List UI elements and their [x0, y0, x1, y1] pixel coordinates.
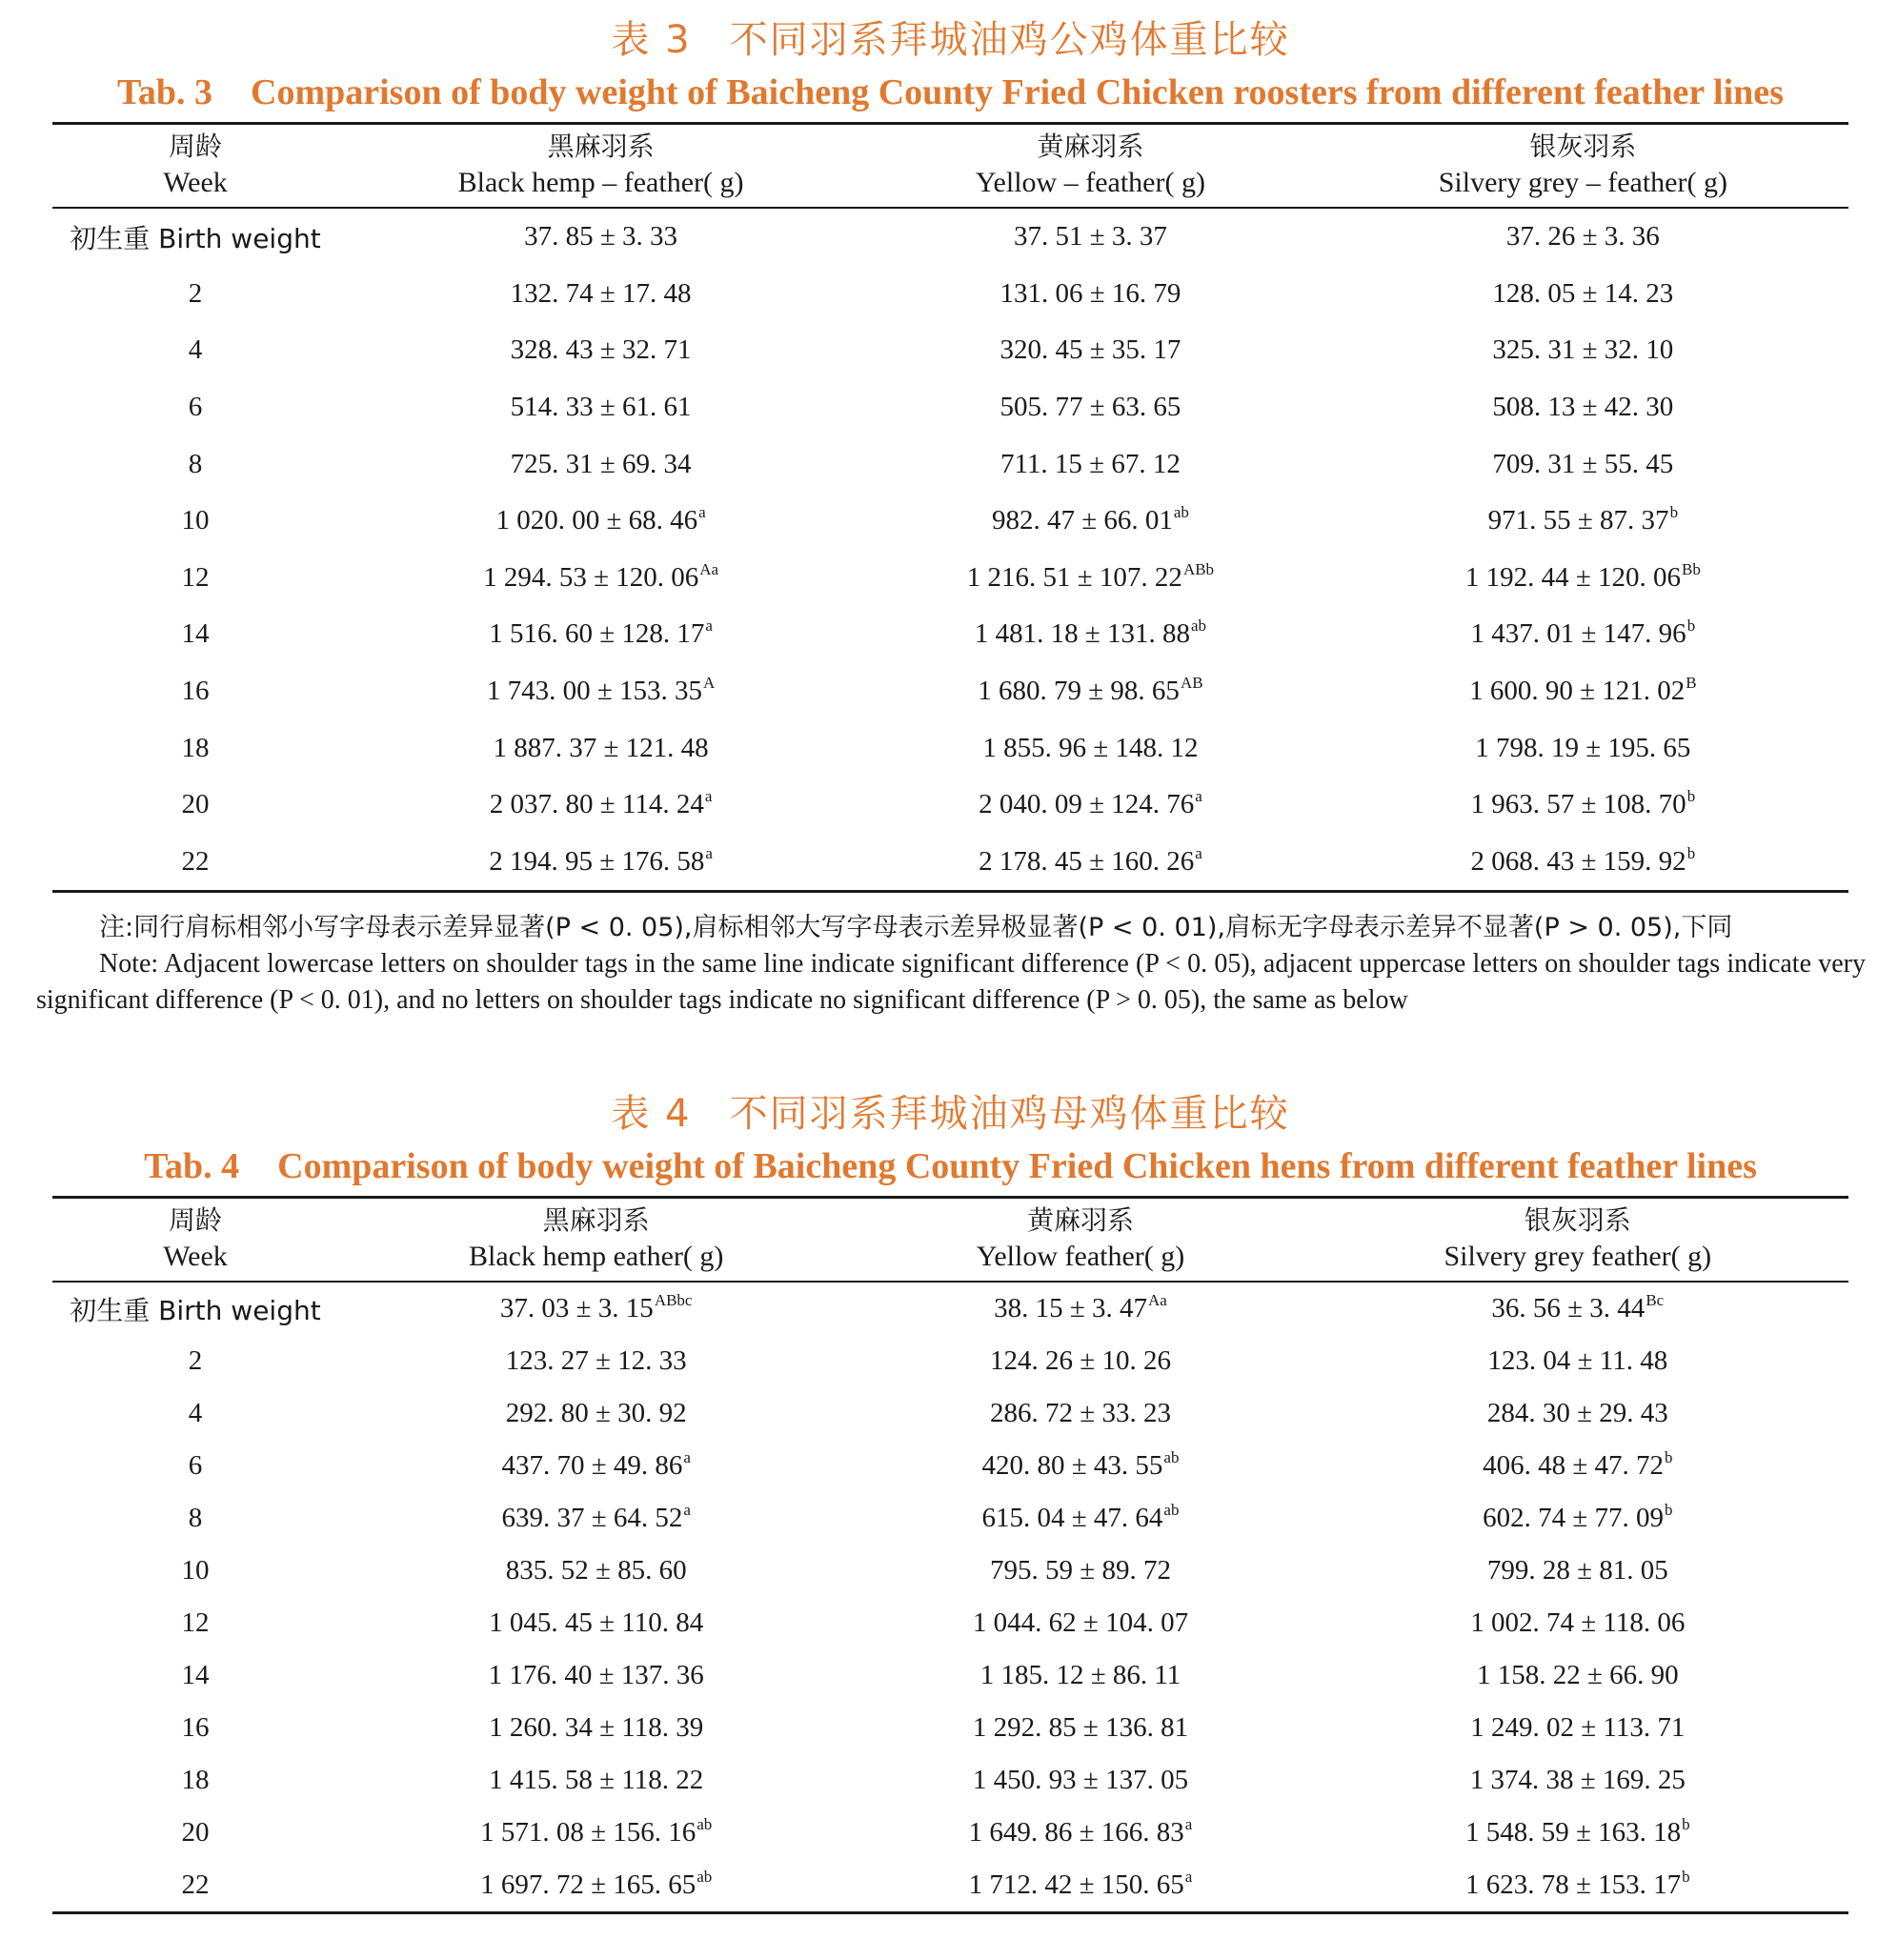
note-zh: 注:同行肩标相邻小写字母表示差异显著(P < 0. 05),肩标相邻大写字母表示差异极显著(P < 0. 01),肩标无字母表示差异不显著(P > 0. 05),下同 [99, 913, 1733, 942]
mean-sd-value: 602. 74 ± 77. 09 [1483, 1503, 1665, 1533]
week-label: 20 [181, 1817, 210, 1848]
value-cell [338, 550, 863, 607]
week-cell [52, 1492, 338, 1545]
table-row [52, 322, 1848, 379]
week-label: 6 [188, 1450, 203, 1481]
significance-superscript: b [1682, 1815, 1690, 1833]
week-label: 12 [181, 1607, 210, 1638]
value-cell [338, 1597, 854, 1649]
table-3-number-en: Tab. 3 [117, 72, 213, 112]
mean-sd-value: 37. 85 ± 3. 33 [524, 221, 678, 253]
table-row [52, 777, 1848, 834]
value-cell [338, 834, 863, 892]
value-cell [1318, 550, 1848, 607]
mean-sd-value: 406. 48 ± 47. 72 [1483, 1450, 1665, 1481]
mean-sd-value: 1 294. 53 ± 120. 06 [483, 561, 699, 593]
table-4-number-zh: 表 4 [611, 1092, 692, 1136]
value-cell [1307, 1335, 1848, 1387]
week-cell [52, 1807, 338, 1859]
table-3-caption-zh: 不同羽系拜城油鸡公鸡体重比较 [729, 18, 1290, 62]
header-en: Week [163, 167, 228, 198]
table-notes [36, 910, 1866, 1019]
table-row [52, 1859, 1848, 1913]
week-label: 2 [188, 1345, 203, 1376]
table-row [52, 1335, 1848, 1387]
week-cell [52, 1597, 338, 1649]
mean-sd-value: 982. 47 ± 66. 01 [991, 505, 1173, 536]
significance-superscript: Bc [1646, 1291, 1665, 1309]
week-cell [52, 606, 338, 663]
significance-superscript: b [1686, 616, 1696, 636]
week-label: 18 [181, 732, 210, 763]
note-en: Note: Adjacent lowercase letters on shoulder tags in the same line indicate significant difference (P < 0. 05), adjacent uppercase letters on shoulder tags indicate very significant difference (P < 0. 01), and no letters on shoulder tags indicate no significant difference (P > 0. 05), the same as below [36, 949, 1866, 1015]
week-label: 16 [181, 1712, 210, 1743]
mean-sd-value: 328. 43 ± 32. 71 [510, 334, 692, 366]
table-row [52, 1387, 1848, 1440]
header-en: Black hemp eather( g) [468, 1241, 724, 1272]
table-row [52, 663, 1848, 720]
value-cell [863, 322, 1318, 379]
table-3-block [52, 17, 1848, 893]
value-cell [1307, 1545, 1848, 1597]
value-cell [338, 1387, 854, 1440]
week-cell [52, 493, 338, 550]
significance-superscript: ab [1163, 1501, 1180, 1519]
significance-superscript: AB [1180, 674, 1203, 693]
table-4-body [52, 1282, 1848, 1913]
week-label: 4 [188, 334, 203, 366]
mean-sd-value: 1 743. 00 ± 153. 35 [486, 676, 703, 707]
value-cell [1318, 606, 1848, 663]
value-cell [863, 777, 1318, 834]
significance-superscript: A [703, 674, 716, 693]
table-row [52, 1282, 1848, 1335]
value-cell [1307, 1282, 1848, 1335]
header-en: Black hemp – feather( g) [457, 167, 744, 198]
week-cell [52, 208, 338, 266]
week-cell [52, 1440, 338, 1492]
mean-sd-value: 286. 72 ± 33. 23 [990, 1398, 1171, 1428]
week-label: 4 [188, 1398, 203, 1428]
significance-superscript: ABbc [654, 1291, 693, 1309]
table-row [52, 493, 1848, 550]
value-cell [1318, 208, 1848, 266]
mean-sd-value: 639. 37 ± 64. 52 [501, 1503, 683, 1533]
value-cell [1307, 1387, 1848, 1440]
value-cell [1307, 1702, 1848, 1754]
mean-sd-value: 2 178. 45 ± 160. 26 [979, 845, 1195, 877]
mean-sd-value: 1 516. 60 ± 128. 17 [489, 618, 705, 650]
table-row [52, 1754, 1848, 1807]
header-en: Yellow – feather( g) [975, 167, 1205, 198]
table-row [52, 1702, 1848, 1754]
week-label: 22 [181, 1869, 210, 1900]
mean-sd-value: 1 020. 00 ± 68. 46 [495, 505, 698, 536]
header-week [52, 124, 338, 209]
table-row [52, 1807, 1848, 1859]
mean-sd-value: 1 571. 08 ± 156. 16 [480, 1817, 697, 1848]
table-row [52, 1545, 1848, 1597]
mean-sd-value: 1 185. 12 ± 86. 11 [979, 1660, 1181, 1690]
week-label: 初生重 Birth weight [70, 1294, 321, 1326]
table-row [52, 1492, 1848, 1545]
mean-sd-value: 1 623. 78 ± 153. 17 [1464, 1869, 1682, 1900]
significance-superscript: b [1686, 843, 1696, 862]
mean-sd-value: 799. 28 ± 81. 05 [1486, 1555, 1668, 1586]
week-label: 10 [181, 505, 210, 536]
mean-sd-value: 37. 03 ± 3. 15 [499, 1293, 654, 1324]
week-cell [52, 379, 338, 436]
value-cell [1318, 266, 1848, 323]
mean-sd-value: 1 192. 44 ± 120. 06 [1464, 561, 1682, 593]
week-label: 2 [188, 277, 203, 309]
mean-sd-value: 1 437. 01 ± 147. 96 [1470, 618, 1686, 650]
value-cell [338, 719, 863, 777]
table-3-header-row [52, 124, 1848, 209]
table-row [52, 1440, 1848, 1492]
mean-sd-value: 1 450. 93 ± 137. 05 [972, 1765, 1189, 1795]
value-cell [338, 1545, 854, 1597]
header-zh: 黑麻羽系 [542, 1204, 650, 1236]
mean-sd-value: 1 697. 72 ± 165. 65 [480, 1869, 697, 1900]
significance-superscript: ab [1190, 616, 1207, 636]
value-cell [854, 1387, 1306, 1440]
value-cell [1318, 322, 1848, 379]
header-zh: 周龄 [168, 1204, 222, 1236]
value-cell [1318, 435, 1848, 493]
significance-superscript: ab [1163, 1448, 1180, 1466]
value-cell [338, 266, 863, 323]
header-silvery-grey [1307, 1198, 1848, 1283]
table-3-body [52, 208, 1848, 892]
value-cell [338, 1440, 854, 1492]
mean-sd-value: 1 712. 42 ± 150. 65 [968, 1869, 1184, 1900]
mean-sd-value: 795. 59 ± 89. 72 [990, 1555, 1171, 1586]
significance-superscript: ab [697, 1868, 713, 1886]
header-yellow [863, 124, 1318, 209]
significance-superscript: Aa [1148, 1291, 1167, 1309]
mean-sd-value: 1 002. 74 ± 118. 06 [1470, 1607, 1686, 1638]
header-en: Yellow feather( g) [976, 1241, 1185, 1272]
value-cell [863, 493, 1318, 550]
value-cell [854, 1807, 1306, 1859]
mean-sd-value: 508. 13 ± 42. 30 [1492, 392, 1674, 423]
header-week [52, 1198, 338, 1283]
week-cell [52, 1282, 338, 1335]
value-cell [854, 1649, 1306, 1702]
mean-sd-value: 711. 15 ± 67. 12 [1000, 448, 1181, 479]
mean-sd-value: 1 798. 19 ± 195. 65 [1475, 732, 1691, 763]
mean-sd-value: 1 481. 18 ± 131. 88 [974, 618, 1190, 650]
header-zh: 黄麻羽系 [1037, 131, 1144, 162]
value-cell [854, 1754, 1306, 1807]
mean-sd-value: 709. 31 ± 55. 45 [1492, 448, 1674, 479]
week-cell [52, 1649, 338, 1702]
mean-sd-value: 1 176. 40 ± 137. 36 [488, 1660, 704, 1690]
week-cell [52, 435, 338, 493]
header-en: Silvery grey – feather( g) [1438, 167, 1727, 198]
table-4-header [52, 1198, 1848, 1283]
table-4-caption-en: Comparison of body weight of Baicheng County Fried Chicken hens from different feather lines [277, 1146, 1757, 1186]
value-cell [338, 777, 863, 834]
mean-sd-value: 420. 80 ± 43. 55 [981, 1450, 1163, 1481]
value-cell [338, 1649, 854, 1702]
week-label: 14 [181, 1660, 210, 1690]
week-cell [52, 1754, 338, 1807]
value-cell [1318, 777, 1848, 834]
table-row [52, 550, 1848, 607]
mean-sd-value: 124. 26 ± 10. 26 [990, 1345, 1171, 1376]
mean-sd-value: 1 045. 45 ± 110. 84 [489, 1607, 704, 1638]
significance-superscript: Bb [1682, 559, 1701, 578]
mean-sd-value: 1 855. 96 ± 148. 12 [982, 732, 1199, 763]
value-cell [1307, 1807, 1848, 1859]
mean-sd-value: 132. 74 ± 17. 48 [510, 277, 692, 309]
header-zh: 银灰羽系 [1524, 1204, 1631, 1236]
value-cell [338, 1282, 854, 1335]
significance-superscript: b [1665, 1448, 1673, 1466]
significance-superscript: a [683, 1501, 691, 1519]
significance-superscript: a [705, 616, 713, 636]
mean-sd-value: 37. 51 ± 3. 37 [1013, 221, 1167, 253]
header-zh: 周龄 [168, 131, 222, 162]
value-cell [854, 1492, 1306, 1545]
mean-sd-value: 128. 05 ± 14. 23 [1492, 277, 1674, 309]
value-cell [863, 435, 1318, 493]
value-cell [338, 379, 863, 436]
week-label: 10 [181, 1555, 210, 1586]
header-zh: 黄麻羽系 [1026, 1204, 1134, 1236]
table-4 [52, 1196, 1848, 1914]
value-cell [1318, 719, 1848, 777]
table-4-header-row [52, 1198, 1848, 1283]
mean-sd-value: 2 037. 80 ± 114. 24 [489, 789, 704, 820]
table-row [52, 719, 1848, 777]
mean-sd-value: 1 963. 57 ± 108. 70 [1470, 789, 1686, 820]
week-cell [52, 1335, 338, 1387]
header-black-hemp [338, 1198, 854, 1283]
mean-sd-value: 131. 06 ± 16. 79 [999, 277, 1181, 309]
table-row [52, 606, 1848, 663]
value-cell [338, 1807, 854, 1859]
table-4-number-en: Tab. 4 [144, 1146, 240, 1186]
value-cell [1318, 834, 1848, 892]
mean-sd-value: 1 680. 79 ± 98. 65 [978, 676, 1180, 707]
value-cell [338, 322, 863, 379]
mean-sd-value: 1 374. 38 ± 169. 25 [1469, 1765, 1686, 1795]
significance-superscript: a [1184, 1868, 1193, 1886]
significance-superscript: ABb [1182, 559, 1215, 578]
header-en: Week [163, 1241, 228, 1272]
table-row [52, 266, 1848, 323]
week-cell [52, 1545, 338, 1597]
value-cell [338, 1492, 854, 1545]
week-cell [52, 1387, 338, 1440]
header-zh: 银灰羽系 [1529, 131, 1637, 162]
value-cell [1307, 1440, 1848, 1492]
table-4-title-zh [52, 1091, 1848, 1137]
value-cell [338, 493, 863, 550]
week-label: 14 [181, 618, 210, 650]
table-row [52, 379, 1848, 436]
significance-superscript: b [1686, 787, 1696, 806]
significance-superscript: b [1669, 503, 1679, 522]
value-cell [854, 1440, 1306, 1492]
mean-sd-value: 1 158. 22 ± 66. 90 [1476, 1660, 1679, 1690]
week-cell [52, 719, 338, 777]
value-cell [338, 663, 863, 720]
week-label: 8 [188, 1503, 203, 1533]
week-cell [52, 266, 338, 323]
value-cell [863, 379, 1318, 436]
week-label: 8 [188, 448, 203, 479]
value-cell [338, 435, 863, 493]
header-yellow [854, 1198, 1306, 1283]
mean-sd-value: 1 415. 58 ± 118. 22 [489, 1765, 704, 1795]
value-cell [854, 1545, 1306, 1597]
table-row [52, 1597, 1848, 1649]
significance-superscript: a [705, 843, 713, 862]
week-cell [52, 322, 338, 379]
value-cell [863, 834, 1318, 892]
table-row [52, 1649, 1848, 1702]
mean-sd-value: 36. 56 ± 3. 44 [1491, 1293, 1646, 1324]
mean-sd-value: 284. 30 ± 29. 43 [1486, 1398, 1668, 1428]
value-cell [338, 208, 863, 266]
value-cell [1318, 663, 1848, 720]
table-row [52, 834, 1848, 892]
mean-sd-value: 1 249. 02 ± 113. 71 [1470, 1712, 1686, 1743]
week-cell [52, 1859, 338, 1913]
mean-sd-value: 615. 04 ± 47. 64 [981, 1503, 1163, 1533]
value-cell [338, 1859, 854, 1913]
value-cell [338, 1754, 854, 1807]
significance-superscript: B [1686, 674, 1697, 693]
value-cell [1307, 1597, 1848, 1649]
value-cell [1307, 1492, 1848, 1545]
week-label: 20 [181, 789, 210, 820]
mean-sd-value: 1 292. 85 ± 136. 81 [972, 1712, 1189, 1743]
mean-sd-value: 38. 15 ± 3. 47 [994, 1293, 1148, 1324]
value-cell [863, 266, 1318, 323]
mean-sd-value: 292. 80 ± 30. 92 [505, 1398, 687, 1428]
table-3-header [52, 124, 1848, 209]
significance-superscript: a [1184, 1815, 1193, 1833]
table-4-block [52, 1091, 1848, 1914]
table-4-caption-zh: 不同羽系拜城油鸡母鸡体重比较 [729, 1092, 1290, 1136]
value-cell [854, 1702, 1306, 1754]
mean-sd-value: 37. 26 ± 3. 36 [1505, 221, 1660, 253]
table-3-caption-en: Comparison of body weight of Baicheng County Fried Chicken roosters from different feather lines [251, 72, 1784, 112]
value-cell [854, 1282, 1306, 1335]
mean-sd-value: 1 216. 51 ± 107. 22 [966, 561, 1182, 593]
significance-superscript: a [683, 1448, 691, 1466]
mean-sd-value: 505. 77 ± 63. 65 [999, 392, 1181, 423]
mean-sd-value: 2 040. 09 ± 124. 76 [979, 789, 1195, 820]
significance-superscript: Aa [699, 559, 719, 578]
mean-sd-value: 325. 31 ± 32. 10 [1492, 334, 1674, 366]
value-cell [854, 1859, 1306, 1913]
table-4-title-en [52, 1142, 1848, 1190]
week-label: 6 [188, 392, 203, 423]
value-cell [863, 663, 1318, 720]
week-cell [52, 663, 338, 720]
value-cell [854, 1335, 1306, 1387]
mean-sd-value: 2 068. 43 ± 159. 92 [1470, 845, 1686, 877]
table-3 [52, 122, 1848, 893]
mean-sd-value: 1 548. 59 ± 163. 18 [1464, 1817, 1682, 1848]
header-silvery-grey [1318, 124, 1848, 209]
table-3-title-zh [52, 17, 1848, 63]
significance-superscript: ab [697, 1815, 713, 1833]
mean-sd-value: 1 649. 86 ± 166. 83 [968, 1817, 1184, 1848]
value-cell [1307, 1649, 1848, 1702]
value-cell [338, 1702, 854, 1754]
week-cell [52, 1702, 338, 1754]
mean-sd-value: 320. 45 ± 35. 17 [999, 334, 1181, 366]
table-row [52, 208, 1848, 266]
week-label: 初生重 Birth weight [70, 222, 321, 254]
mean-sd-value: 437. 70 ± 49. 86 [501, 1450, 683, 1481]
significance-superscript: b [1665, 1501, 1673, 1519]
mean-sd-value: 1 600. 90 ± 121. 02 [1469, 676, 1686, 707]
value-cell [863, 208, 1318, 266]
header-zh: 黑麻羽系 [547, 131, 655, 162]
table-3-number-zh: 表 3 [611, 18, 692, 62]
mean-sd-value: 123. 27 ± 12. 33 [505, 1345, 687, 1376]
mean-sd-value: 1 887. 37 ± 121. 48 [493, 732, 709, 763]
mean-sd-value: 123. 04 ± 11. 48 [1487, 1345, 1668, 1376]
mean-sd-value: 725. 31 ± 69. 34 [510, 448, 692, 479]
value-cell [863, 606, 1318, 663]
week-cell [52, 834, 338, 892]
mean-sd-value: 1 044. 62 ± 104. 07 [972, 1607, 1189, 1638]
mean-sd-value: 835. 52 ± 85. 60 [505, 1555, 687, 1586]
value-cell [854, 1597, 1306, 1649]
significance-superscript: a [704, 787, 713, 806]
value-cell [863, 550, 1318, 607]
header-en: Silvery grey feather( g) [1444, 1241, 1712, 1272]
header-black-hemp [338, 124, 863, 209]
mean-sd-value: 971. 55 ± 87. 37 [1487, 505, 1669, 536]
significance-superscript: ab [1173, 503, 1189, 522]
week-label: 16 [181, 676, 210, 707]
table-row [52, 435, 1848, 493]
value-cell [863, 719, 1318, 777]
table-3-title-en [52, 69, 1848, 116]
value-cell [1318, 493, 1848, 550]
value-cell [338, 1335, 854, 1387]
value-cell [338, 606, 863, 663]
mean-sd-value: 514. 33 ± 61. 61 [510, 392, 692, 423]
week-label: 18 [181, 1765, 210, 1795]
value-cell [1307, 1754, 1848, 1807]
week-label: 22 [181, 845, 210, 877]
significance-superscript: a [1195, 787, 1202, 806]
significance-superscript: b [1682, 1868, 1690, 1886]
mean-sd-value: 2 194. 95 ± 176. 58 [489, 845, 705, 877]
week-cell [52, 777, 338, 834]
value-cell [1318, 379, 1848, 436]
week-cell [52, 550, 338, 607]
value-cell [1307, 1859, 1848, 1913]
significance-superscript: a [698, 503, 706, 522]
mean-sd-value: 1 260. 34 ± 118. 39 [489, 1712, 704, 1743]
week-label: 12 [181, 561, 210, 593]
significance-superscript: a [1195, 843, 1202, 862]
